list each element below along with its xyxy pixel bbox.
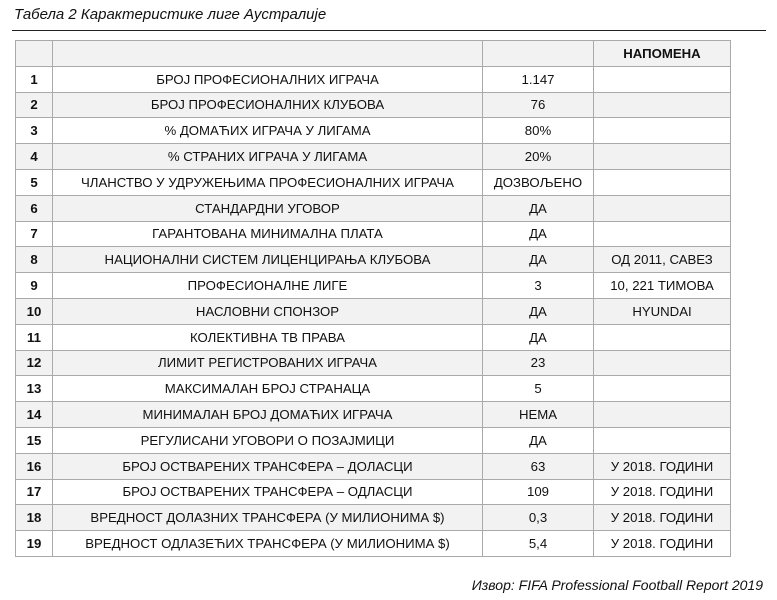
table-row <box>16 298 731 324</box>
row-value-cell: ДА <box>483 427 594 453</box>
row-number-cell: 13 <box>16 376 53 402</box>
row-number-cell: 10 <box>16 298 53 324</box>
table-header-row <box>16 41 731 67</box>
row-number-cell: 4 <box>16 144 53 170</box>
row-number-cell: 6 <box>16 195 53 221</box>
row-item-cell: БРОЈ ПРОФЕСИОНАЛНИХ КЛУБОВА <box>53 92 483 118</box>
table-row <box>16 324 731 350</box>
source-note: Извор: FIFA Professional Football Report 2019 <box>471 577 763 593</box>
row-note-cell <box>594 195 731 221</box>
table-row <box>16 247 731 273</box>
row-item-cell: ВРЕДНОСТ ОДЛАЗЕЋИХ ТРАНСФЕРА (У МИЛИОНИМА $) <box>53 531 483 557</box>
row-value-cell: 23 <box>483 350 594 376</box>
row-note-cell <box>594 92 731 118</box>
row-number-cell: 16 <box>16 453 53 479</box>
row-value-cell: 109 <box>483 479 594 505</box>
row-note-cell <box>594 66 731 92</box>
row-note-cell <box>594 324 731 350</box>
row-item-cell: ГАРАНТОВАНА МИНИМАЛНА ПЛАТА <box>53 221 483 247</box>
row-value-cell: 5 <box>483 376 594 402</box>
row-number-cell: 11 <box>16 324 53 350</box>
row-note-cell <box>594 169 731 195</box>
row-value-cell: ДА <box>483 324 594 350</box>
row-value-cell: 20% <box>483 144 594 170</box>
row-item-cell: ЛИМИТ РЕГИСТРОВАНИХ ИГРАЧА <box>53 350 483 376</box>
row-item-cell: СТАНДАРДНИ УГОВОР <box>53 195 483 221</box>
row-note-cell <box>594 221 731 247</box>
table-row <box>16 195 731 221</box>
row-value-cell: НЕМА <box>483 402 594 428</box>
row-value-cell: 76 <box>483 92 594 118</box>
row-note-cell: У 2018. ГОДИНИ <box>594 453 731 479</box>
table-row <box>16 221 731 247</box>
row-number-cell: 9 <box>16 273 53 299</box>
row-note-cell <box>594 118 731 144</box>
row-value-cell: 5,4 <box>483 531 594 557</box>
row-note-cell: ОД 2011, САВЕЗ <box>594 247 731 273</box>
row-value-cell: 0,3 <box>483 505 594 531</box>
row-note-cell: 10, 221 ТИМОВА <box>594 273 731 299</box>
row-note-cell: У 2018. ГОДИНИ <box>594 531 731 557</box>
row-number-cell: 14 <box>16 402 53 428</box>
row-number-cell: 1 <box>16 66 53 92</box>
table-row <box>16 118 731 144</box>
row-item-cell: ВРЕДНОСТ ДОЛАЗНИХ ТРАНСФЕРА (У МИЛИОНИМА $) <box>53 505 483 531</box>
table-row <box>16 531 731 557</box>
caption-divider <box>12 30 766 31</box>
table-row <box>16 169 731 195</box>
row-value-cell: 80% <box>483 118 594 144</box>
row-value-cell: 3 <box>483 273 594 299</box>
row-number-cell: 2 <box>16 92 53 118</box>
row-value-cell: 1.147 <box>483 66 594 92</box>
row-item-cell: БРОЈ ПРОФЕСИОНАЛНИХ ИГРАЧА <box>53 66 483 92</box>
table-caption: Табела 2 Карактеристике лиге Аустралије <box>14 6 327 23</box>
row-item-cell: МАКСИМАЛАН БРОЈ СТРАНАЦА <box>53 376 483 402</box>
table-row <box>16 376 731 402</box>
table-row <box>16 350 731 376</box>
row-number-cell: 3 <box>16 118 53 144</box>
table-row <box>16 453 731 479</box>
row-value-cell: ДА <box>483 247 594 273</box>
row-value-cell: 63 <box>483 453 594 479</box>
row-item-cell: БРОЈ ОСТВАРЕНИХ ТРАНСФЕРА – ОДЛАСЦИ <box>53 479 483 505</box>
row-number-cell: 5 <box>16 169 53 195</box>
table-row <box>16 66 731 92</box>
row-value-cell: ДОЗВОЉЕНО <box>483 169 594 195</box>
table-row <box>16 402 731 428</box>
row-item-cell: РЕГУЛИСАНИ УГОВОРИ О ПОЗАЈМИЦИ <box>53 427 483 453</box>
row-item-cell: % СТРАНИХ ИГРАЧА У ЛИГАМА <box>53 144 483 170</box>
header-value-cell <box>483 41 594 67</box>
row-note-cell <box>594 144 731 170</box>
table-row <box>16 144 731 170</box>
row-item-cell: НАСЛОВНИ СПОНЗОР <box>53 298 483 324</box>
row-note-cell <box>594 376 731 402</box>
row-number-cell: 18 <box>16 505 53 531</box>
row-value-cell: ДА <box>483 195 594 221</box>
row-number-cell: 12 <box>16 350 53 376</box>
table-row <box>16 273 731 299</box>
row-item-cell: КОЛЕКТИВНА ТВ ПРАВА <box>53 324 483 350</box>
table-row <box>16 92 731 118</box>
row-item-cell: % ДОМАЋИХ ИГРАЧА У ЛИГАМА <box>53 118 483 144</box>
row-number-cell: 19 <box>16 531 53 557</box>
row-note-cell <box>594 350 731 376</box>
row-number-cell: 17 <box>16 479 53 505</box>
table-row <box>16 427 731 453</box>
header-item-cell <box>53 41 483 67</box>
row-number-cell: 15 <box>16 427 53 453</box>
league-characteristics-table <box>15 40 731 557</box>
row-value-cell: ДА <box>483 221 594 247</box>
row-note-cell: У 2018. ГОДИНИ <box>594 505 731 531</box>
row-item-cell: ПРОФЕСИОНАЛНЕ ЛИГЕ <box>53 273 483 299</box>
row-note-cell: У 2018. ГОДИНИ <box>594 479 731 505</box>
table-row <box>16 479 731 505</box>
row-note-cell: HYUNDAI <box>594 298 731 324</box>
row-number-cell: 8 <box>16 247 53 273</box>
row-number-cell: 7 <box>16 221 53 247</box>
row-item-cell: ЧЛАНСТВО У УДРУЖЕЊИМА ПРОФЕСИОНАЛНИХ ИГРАЧА <box>53 169 483 195</box>
table-row <box>16 505 731 531</box>
table-body <box>16 41 731 557</box>
header-note-cell: НАПОМЕНА <box>594 41 731 67</box>
row-value-cell: ДА <box>483 298 594 324</box>
header-num-cell <box>16 41 53 67</box>
row-note-cell <box>594 427 731 453</box>
row-item-cell: МИНИМАЛАН БРОЈ ДОМАЋИХ ИГРАЧА <box>53 402 483 428</box>
row-note-cell <box>594 402 731 428</box>
row-item-cell: БРОЈ ОСТВАРЕНИХ ТРАНСФЕРА – ДОЛАСЦИ <box>53 453 483 479</box>
row-item-cell: НАЦИОНАЛНИ СИСТЕМ ЛИЦЕНЦИРАЊА КЛУБОВА <box>53 247 483 273</box>
